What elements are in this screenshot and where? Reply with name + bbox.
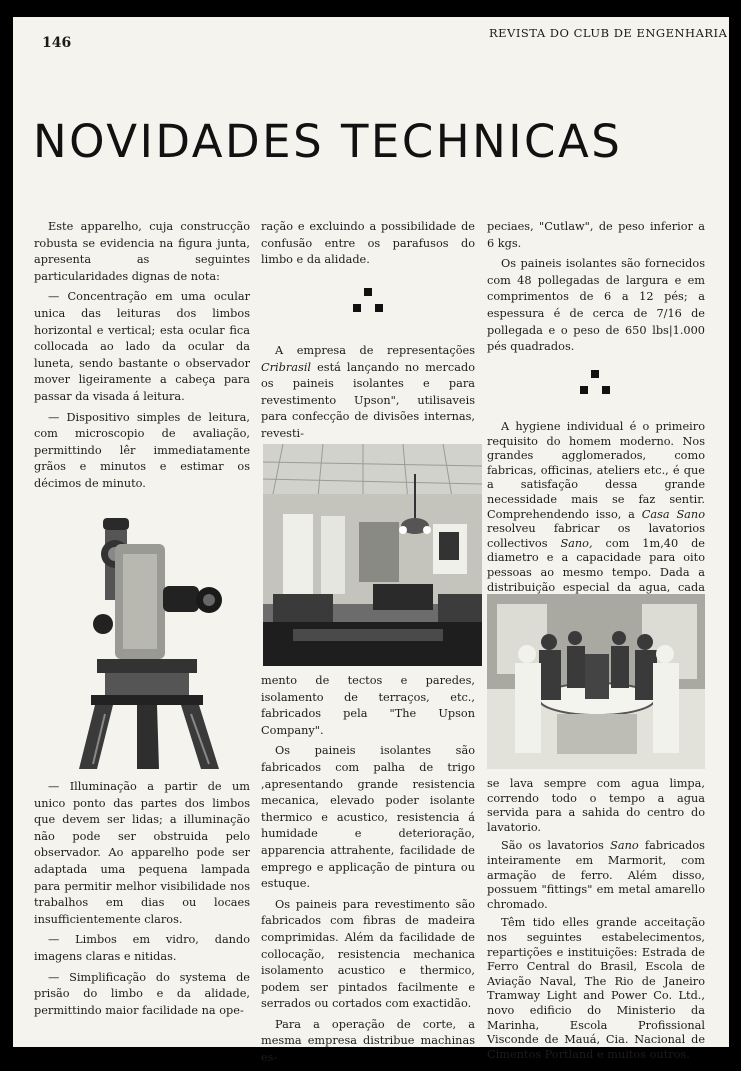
brand-name: Sano: [610, 839, 639, 853]
text: com 1m,40 de diametro e a capacidade para oito pessoas ao mesmo tempo. Dada a distribuição especial da agua, cada: [487, 536, 705, 594]
paragraph: se lava sempre com agua limpa, correndo todo o tempo a agua servida para a sahida do centro do lavatorio.: [487, 777, 705, 834]
paragraph: Para a operação de corte, a mesma empresa distribue machinas es-: [261, 1017, 475, 1065]
page-title: NOVIDADES TECHNICAS: [33, 115, 623, 168]
column-2-bottom: [261, 673, 475, 1071]
paragraph: — Concentração em uma ocular unica das leituras dos limbos horizontal e vertical; esta ocular fica collocada ao lado da ocular da luneta, sendo bastante o observador mover ligeiramente a cabeça para passar da visada á leitura.: [34, 290, 250, 403]
paragraph: Os paineis isolantes são fabricados com palha de trigo ,apresentando grande resistencia mecanica, elevado poder isolante thermico e acustico, resistencia á humidade e deterioração, apparencia attrahente, facilidade de emprego e applicação de pintura ou estuque.: [261, 744, 475, 891]
magazine-page: [13, 17, 729, 1065]
section-ornament: [353, 288, 383, 312]
column-2-top: [261, 219, 475, 273]
column-3-hygiene: [487, 420, 705, 614]
text: resolveu fabricar os lavatorios collectivos: [487, 522, 705, 550]
brand-name: Cribrasil: [261, 360, 312, 374]
column-1-bottom: [34, 779, 250, 1023]
column-3-bottom: [487, 777, 705, 1066]
text: está lançando no mercado os paineis isolantes e para revestimento Upson", utilisaveis para confecção de divisões internas, revesti-: [261, 360, 475, 440]
paragraph: [261, 343, 475, 443]
paragraph: ração e excluindo a possibilidade de confusão entre os parafusos do limbo e da alidade.: [261, 220, 475, 267]
interior-photo: [263, 444, 482, 666]
text: A empresa de representações: [275, 344, 475, 357]
text: A hygiene individual é o primeiro requisito do homem moderno. Nos grandes agglomerados, como fabricas, officinas, ateliers etc., é que a satisfação dessa grande necessidade mais se faz sentir. Comprehendendo isso, a: [487, 420, 705, 521]
paragraph: — Simplificação do systema de prisão do limbo e da alidade, permittindo maior facilidade na ope-: [34, 970, 250, 1017]
paragraph: Os paineis para revestimento são fabricados com fibras de madeira comprimidas. Além da facilidade de collocação, resistencia mechanica isolamento acustico e thermico, podem ser pintados facilmente e serrados ou cortados com exactidão.: [261, 897, 475, 1011]
interior-photo-image: [263, 444, 482, 666]
paragraph: [487, 839, 705, 912]
paragraph: peciaes, "Cutlaw", de peso inferior a 6 kgs.: [487, 220, 705, 250]
text: fabricados inteiramente em Marmorit, com armação de ferro. Além disso, possuem "fittings" em metal amarello chromado.: [487, 839, 705, 911]
brand-name: Casa Sano: [641, 507, 705, 521]
theodolite-drawing: [75, 514, 225, 769]
column-2-upson: [261, 343, 475, 447]
theodolite-illustration: [75, 514, 225, 769]
lavatory-photo-image: [487, 594, 705, 769]
column-3-top: [487, 219, 705, 360]
paragraph: mento de tectos e paredes, isolamento de terraços, etc., fabricados pela "The Upson Company".: [261, 674, 475, 737]
paragraph: Têm tido elles grande acceitação nos seguintes estabelecimentos, repartições e instituições: Estrada de Ferro Central do Brasil, Escola de Aviação Naval, The Rio de Janeiro Tramway Light and Power Co. Ltd., novo edificio do Ministerio da Marinha, Escola Profissional Visconde de Mauá, Cia. Nacional de Cimentos Portland e muitos outros.: [487, 916, 705, 1061]
section-ornament: [580, 370, 610, 394]
column-1-top: [34, 219, 250, 497]
paragraph: — Limbos em vidro, dando imagens claras e nitidas.: [34, 933, 250, 963]
paragraph: [487, 420, 705, 610]
lavatory-photo: [487, 594, 705, 769]
paragraph: — Dispositivo simples de leitura, com microscopio de avaliação, permittindo lêr immediatamente grãos e minutos e estimar os décimos de minuto.: [34, 410, 250, 490]
text: São os lavatorios: [501, 839, 611, 853]
brand-name: Sano,: [560, 536, 593, 550]
paragraph: — Illuminação a partir de um unico ponto das partes dos limbos que devem ser lidas; a illuminação não pode ser obstruida pelo observador. Ao apparelho pode ser adaptada uma pequena lampada para permitir melhor visibilidade nos trabalhos em dias ou locaes insufficientemente claros.: [34, 780, 250, 926]
running-header: REVISTA DO CLUB DE ENGENHARIA: [489, 26, 728, 40]
page-number: 146: [42, 35, 72, 51]
paragraph: Os paineis isolantes são fornecidos com 48 pollegadas de largura e em comprimentos de 6 a 12 pés; a espessura é de cerca de 7/16 de pollegada e o peso de 650 lbs|1.000 pés quadrados.: [487, 257, 705, 354]
paragraph: Este apparelho, cuja construcção robusta se evidencia na figura junta, apresenta as seguintes particularidades dignas de nota:: [34, 220, 250, 283]
